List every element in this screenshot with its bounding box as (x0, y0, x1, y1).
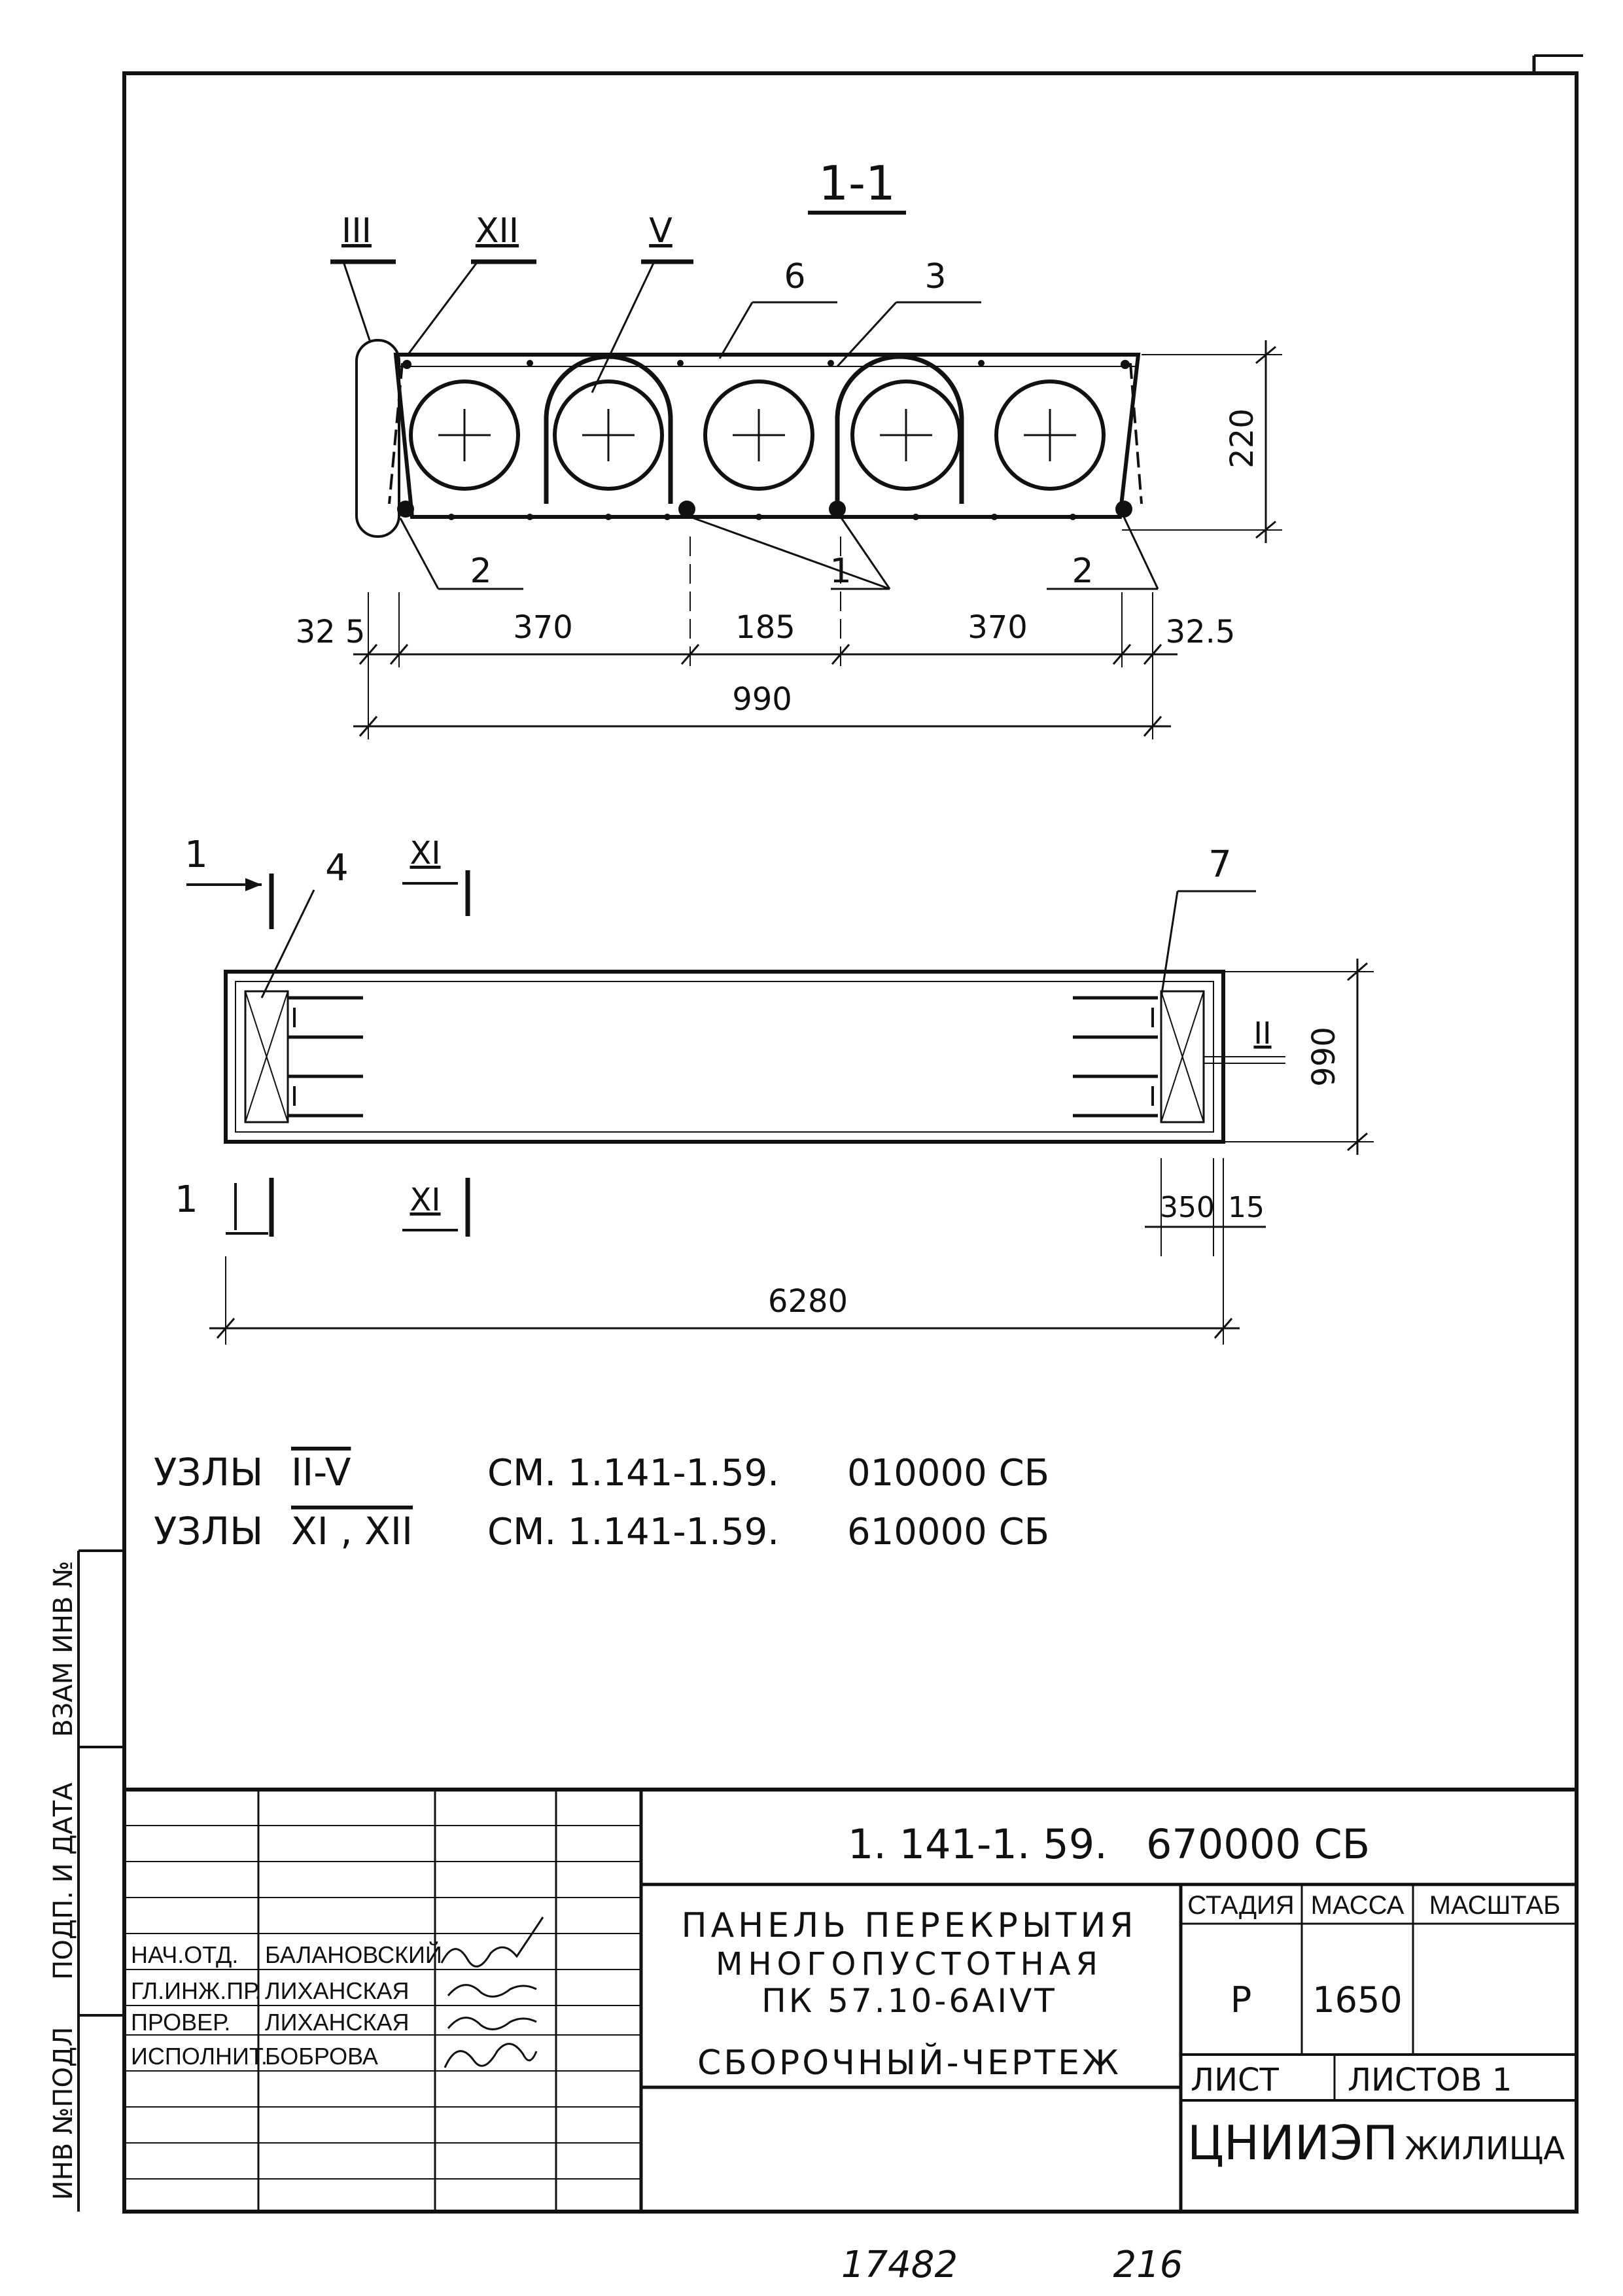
lifting-loop-right (837, 357, 962, 504)
note-1-ref: СМ. 1.141-1.59. (487, 1452, 780, 1494)
side-stamp (48, 1551, 124, 2212)
name-line-2: МНОГОПУСТОТНАЯ (716, 1946, 1103, 1983)
callout-4: 4 (325, 847, 349, 889)
stamp-podp-data: ПОДП. И ДАТА (48, 1782, 79, 1980)
staff-3-role: ПРОВЕР. (131, 2009, 231, 2036)
cut-mark-bottom: 1 (175, 1178, 198, 1221)
footer-num-b: 216 (1113, 2244, 1183, 2286)
note-1-nodes: II-V (291, 1450, 351, 1494)
section-dim-edge-left: 32 5 (295, 614, 366, 650)
note-2-label: УЗЛЫ (154, 1509, 264, 1553)
plan-dim-end-b: 15 (1228, 1191, 1265, 1224)
section-dim-total: 990 (732, 681, 792, 718)
title-block (124, 1790, 1577, 2212)
node-mark-v: V (649, 211, 672, 251)
stamp-inv-podl: ИНВ №ПОДЛ (48, 2026, 79, 2200)
stamp-vzam: ВЗАМ ИНВ № (48, 1561, 79, 1737)
voids (411, 381, 1104, 489)
staff-2-role: ГЛ.ИНЖ.ПР. (131, 1977, 262, 2004)
section-1-1 (296, 156, 1282, 739)
section-dim-height: 220 (1224, 408, 1261, 468)
stage-value: Р (1230, 1979, 1252, 2021)
node-iii-marker (357, 340, 399, 537)
plan-dim-length: 6280 (767, 1283, 848, 1320)
staff-4-name: БОБРОВА (265, 2043, 378, 2070)
note-1-label: УЗЛЫ (154, 1450, 264, 1494)
signature-3 (448, 2018, 536, 2030)
note-2-ref: СМ. 1.141-1.59. (487, 1511, 780, 1553)
section-title: 1-1 (818, 156, 896, 211)
node-mark-xi-bottom: XI (410, 1182, 441, 1218)
plan-dim-height: 990 (1306, 1027, 1342, 1087)
callout-3: 3 (924, 257, 947, 296)
callout-7: 7 (1208, 843, 1232, 886)
staff-1-name: БАЛАНОВСКИЙ (265, 1941, 442, 1968)
stage-label: СТАДИЯ (1187, 1891, 1295, 1920)
sheet-label: ЛИСТ (1191, 2062, 1279, 2098)
mass-label: МАССА (1310, 1891, 1405, 1920)
sheets-label: ЛИСТОВ 1 (1348, 2062, 1512, 2098)
section-dim-middle: 185 (735, 609, 795, 646)
node-mark-iii: III (341, 211, 372, 251)
org-name: ЦНИИЭП ЖИЛИЩА (1187, 2115, 1565, 2170)
section-dim-edge-right: 32.5 (1165, 614, 1236, 650)
callout-2-left: 2 (470, 552, 492, 591)
rebar-points (397, 360, 1132, 520)
name-line-3: ПК 57.10-6АIVТ (761, 1982, 1057, 2020)
staff-1-role: НАЧ.ОТД. (131, 1941, 239, 1968)
name-line-1: ПАНЕЛЬ ПЕРЕКРЫТИЯ (681, 1906, 1138, 1945)
name-line-4: СБОРОЧНЫЙ-ЧЕРТЕЖ (697, 2043, 1121, 2083)
plan-view (175, 834, 1374, 1345)
node-mark-ii: II (1253, 1016, 1272, 1051)
plan-dim-end-a: 350 (1160, 1191, 1215, 1224)
cut-mark-top: 1 (184, 834, 208, 876)
doc-code: 1. 141-1. 59. 670000 СБ (847, 1820, 1370, 1868)
signature-1 (442, 1917, 543, 1966)
callout-1: 1 (829, 552, 852, 591)
node-mark-xii: XII (475, 211, 519, 251)
signature-2 (448, 1985, 536, 1997)
note-2-code: 610000 СБ (847, 1511, 1050, 1553)
notes (154, 1450, 1049, 1553)
staff-4-role: ИСПОЛНИТ. (131, 2043, 268, 2070)
scale-label: МАСШТАБ (1429, 1891, 1561, 1920)
mass-value: 1650 (1312, 1979, 1403, 2021)
section-dim-span-left: 370 (513, 609, 573, 646)
node-mark-xi-top: XI (410, 835, 441, 872)
footer-num-a: 17482 (841, 2244, 958, 2286)
staff-2-name: ЛИХАНСКАЯ (265, 1977, 410, 2004)
callout-2-right: 2 (1072, 552, 1094, 591)
note-2-nodes: XI , XII (291, 1509, 413, 1553)
section-dim-span-right: 370 (968, 609, 1028, 646)
note-1-code: 010000 СБ (847, 1452, 1050, 1494)
signature-4 (445, 2044, 536, 2068)
staff-3-name: ЛИХАНСКАЯ (265, 2009, 410, 2036)
callout-6: 6 (784, 257, 806, 296)
